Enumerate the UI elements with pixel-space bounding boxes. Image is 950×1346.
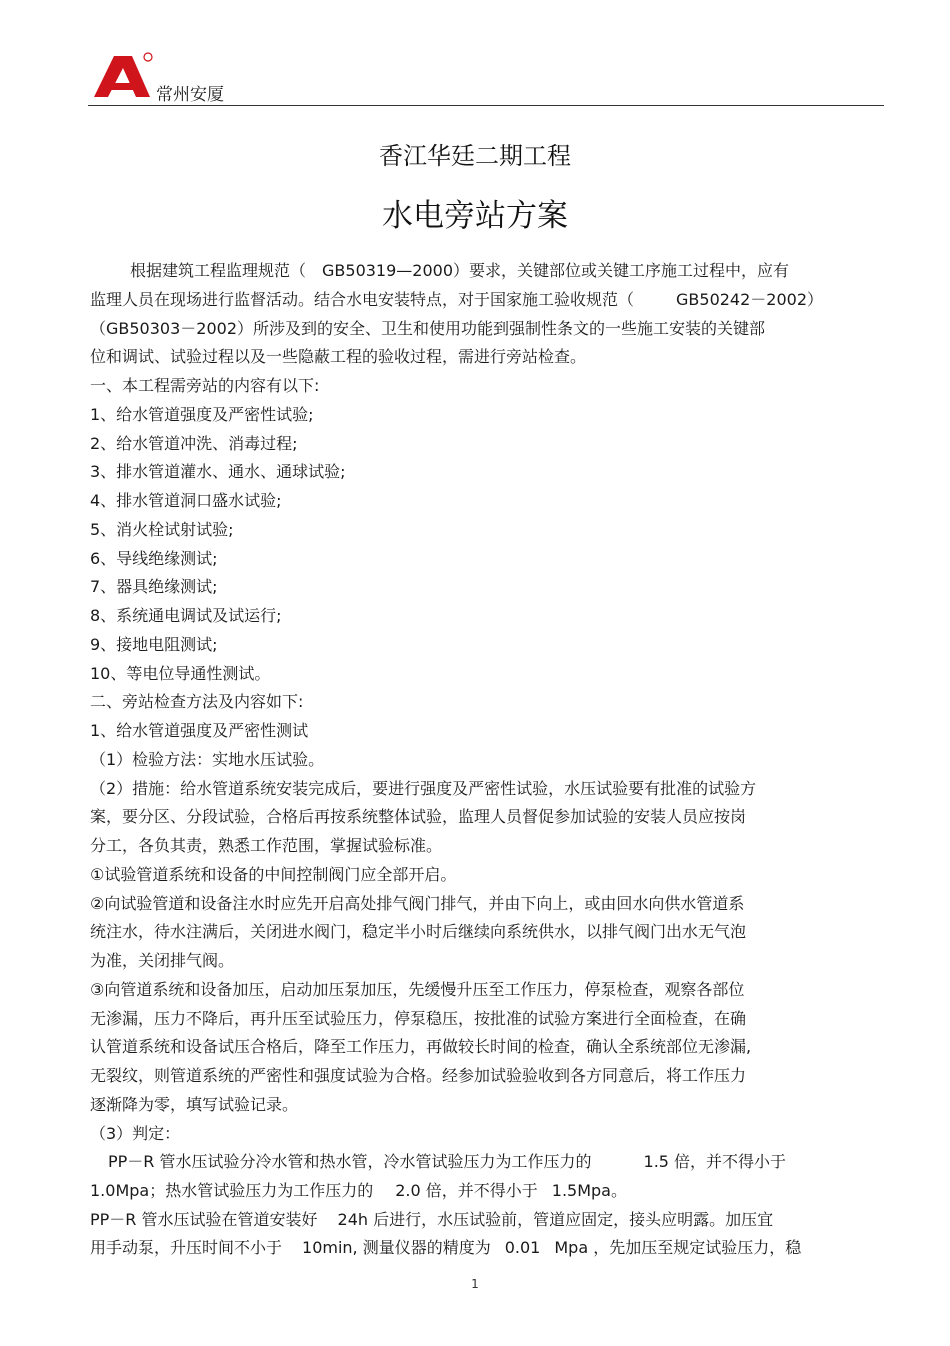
body-line: PP－R 管水压试验在管道安装好 24h 后进行，水压试验前，管道应固定，接头应明露。加压宜 <box>90 1210 774 1229</box>
list-item: 2、给水管道冲洗、消毒过程; <box>90 434 298 453</box>
document-title: 水电旁站方案 <box>382 198 568 234</box>
section-heading: 一、本工程需旁站的内容有以下: <box>90 376 320 395</box>
list-item: 4、排水管道洞口盛水试验; <box>90 491 282 510</box>
body-line: （1）检验方法：实地水压试验。 <box>90 750 325 769</box>
page-number: 1 <box>471 1277 479 1291</box>
subsection-heading: 1、给水管道强度及严密性测试 <box>90 721 309 740</box>
list-item: 5、消火栓试射试验; <box>90 520 234 539</box>
body-line: 位和调试、试验过程以及一些隐蔽工程的验收过程，需进行旁站检查。 <box>90 347 587 366</box>
body-line: 逐渐降为零，填写试验记录。 <box>90 1095 299 1114</box>
body-line: 分工，各负其责，熟悉工作范围，掌握试验标准。 <box>90 836 443 855</box>
body-line: ③向管道系统和设备加压，启动加压泵加压，先缓慢升压至工作压力，停泵检查，观察各部位 <box>90 980 745 999</box>
list-item: 9、接地电阻测试; <box>90 635 218 654</box>
body-line: 案，要分区、分段试验，合格后再按系统整体试验，监理人员督促参加试验的安装人员应按岗 <box>90 807 747 826</box>
list-item: 8、系统通电调试及试运行; <box>90 606 282 625</box>
body-line: 无渗漏，压力不降后，再升压至试验压力，停泵稳压，按批准的试验方案进行全面检查，在确 <box>90 1009 747 1028</box>
body-line: 监理人员在现场进行监督活动。结合水电安装特点，对于国家施工验收规范（ GB50242－2002） <box>90 290 824 309</box>
body-line: 无裂纹，则管道系统的严密性和强度试验为合格。经参加试验验收到各方同意后，将工作压力 <box>90 1066 747 1085</box>
project-subtitle: 香江华廷二期工程 <box>379 142 571 170</box>
list-item: 6、导线绝缘测试; <box>90 549 218 568</box>
body-line: （GB50303－2002）所涉及到的安全、卫生和使用功能到强制性条文的一些施工安装的关键部 <box>90 319 765 338</box>
body-line: 为准，关闭排气阀。 <box>90 951 235 970</box>
body-line: （3）判定： <box>90 1124 181 1143</box>
list-item: 7、器具绝缘测试; <box>90 577 218 596</box>
body-line: （2）措施：给水管道系统安装完成后，要进行强度及严密性试验，水压试验要有批准的试验方 <box>90 779 757 798</box>
company-name: 常州安厦 <box>156 85 224 105</box>
body-line: 根据建筑工程监理规范（ GB50319—2000）要求，关键部位或关键工序施工过程中，应有 <box>130 261 790 280</box>
header-divider <box>88 105 884 106</box>
body-line: ①试验管道系统和设备的中间控制阀门应全部开启。 <box>90 865 457 884</box>
list-item: 10、等电位导通性测试。 <box>90 664 271 683</box>
body-line: 统注水，待水注满后，关闭进水阀门，稳定半小时后继续向系统供水，以排气阀门出水无气泡 <box>90 922 747 941</box>
page-header <box>88 50 884 106</box>
list-item: 3、排水管道灌水、通水、通球试验; <box>90 462 346 481</box>
body-line: 用手动泵，升压时间不小于 10min, 测量仪器的精度为 0.01 Mpa ，先加压至规定试验压力，稳 <box>90 1238 802 1257</box>
company-logo-icon <box>88 50 154 100</box>
body-line: PP－R 管水压试验分冷水管和热水管，冷水管试验压力为工作压力的 1.5 倍，并不得小于 <box>108 1152 787 1171</box>
list-item: 1、给水管道强度及严密性试验; <box>90 405 314 424</box>
body-line: ②向试验管道和设备注水时应先开启高处排气阀门排气，并由下向上，或由回水向供水管道系 <box>90 894 745 913</box>
section-heading: 二、旁站检查方法及内容如下: <box>90 692 304 711</box>
body-line: 1.0Mpa；热水管试验压力为工作压力的 2.0 倍，并不得小于 1.5Mpa。 <box>90 1181 627 1200</box>
body-line: 认管道系统和设备试压合格后，降至工作压力，再做较长时间的检查，确认全系统部位无渗漏, <box>90 1037 752 1056</box>
